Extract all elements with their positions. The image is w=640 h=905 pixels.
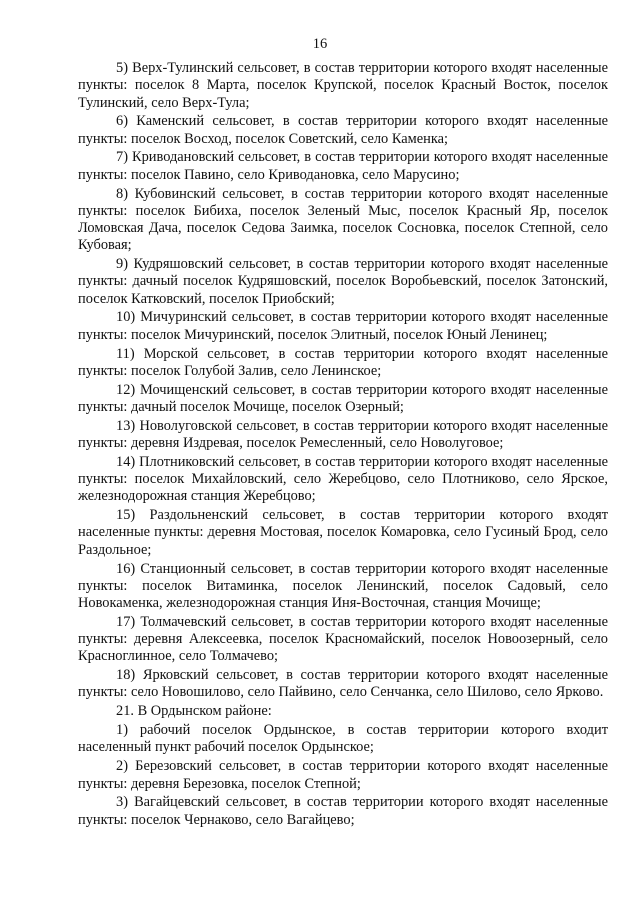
- paragraph: 14) Плотниковский сельсовет, в состав территории которого входят населенные пункты: поселок Михайловский, село Жеребцово, село Плотниково, село Ярское, железнодорожная станция Жеребцово;: [78, 453, 608, 505]
- page-number: 16: [312, 36, 328, 52]
- paragraph: 3) Вагайцевский сельсовет, в состав территории которого входят населенные пункты: поселок Чернаково, село Вагайцево;: [78, 794, 608, 828]
- paragraph: 6) Каменский сельсовет, в состав территории которого входят населенные пункты: поселок Восход, поселок Советский, село Каменка;: [78, 113, 608, 147]
- paragraph: 11) Морской сельсовет, в состав территории которого входят населенные пункты: поселок Голубой Залив, село Ленинское;: [78, 345, 608, 379]
- paragraph: 17) Толмачевский сельсовет, в состав территории которого входят населенные пункты: деревня Алексеевка, поселок Красномайский, поселок Новоозерный, село Красноглинное, село Толмачево;: [78, 613, 608, 665]
- paragraph: 7) Криводановский сельсовет, в состав территории которого входят населенные пункты: поселок Павино, село Криводановка, село Марусино;: [78, 149, 608, 183]
- document-body: [78, 60, 608, 830]
- paragraph: 2) Березовский сельсовет, в состав территории которого входят населенные пункты: деревня Березовка, поселок Степной;: [78, 758, 608, 792]
- paragraph: 5) Верх-Тулинский сельсовет, в состав территории которого входят населенные пункты: поселок 8 Марта, поселок Крупской, поселок Красный Восток, поселок Тулинский, село Верх-Тула;: [78, 60, 608, 111]
- paragraph: 18) Ярковский сельсовет, в состав территории которого входят населенные пункты: село Новошилово, село Пайвино, село Сенчанка, село Шилово, село Ярково.: [78, 667, 608, 701]
- paragraph: 12) Мочищенский сельсовет, в состав территории которого входят населенные пункты: дачный поселок Мочище, поселок Озерный;: [78, 381, 608, 415]
- paragraph: 1) рабочий поселок Ордынское, в состав территории которого входит населенный пункт рабочий поселок Ордынское;: [78, 722, 608, 756]
- paragraph: 13) Новолуговской сельсовет, в состав территории которого входят населенные пункты: деревня Издревая, поселок Ремесленный, село Новолуговое;: [78, 417, 608, 451]
- paragraph: 15) Раздольненский сельсовет, в состав территории которого входят населенные пункты: деревня Мостовая, поселок Комаровка, село Гусиный Брод, село Раздольное;: [78, 507, 608, 558]
- paragraph: 9) Кудряшовский сельсовет, в состав территории которого входят населенные пункты: дачный поселок Кудряшовский, поселок Воробьевский, поселок Затонский, поселок Катковский, поселок Приобский;: [78, 256, 608, 307]
- paragraph: 16) Станционный сельсовет, в состав территории которого входят населенные пункты: поселок Витаминка, поселок Ленинский, поселок Садовый, село Новокаменка, железнодорожная станция Иня-Восточная, станция Мочище;: [78, 560, 608, 612]
- section-heading: 21. В Ордынском районе:: [116, 703, 272, 720]
- paragraph: 8) Кубовинский сельсовет, в состав территории которого входят населенные пункты: поселок Бибиха, поселок Зеленый Мыс, поселок Красный Яр, поселок Ломовская Дача, поселок Седова Заимка, поселок Сосновка, поселок Степной, село Кубовая;: [78, 185, 608, 254]
- paragraph: 10) Мичуринский сельсовет, в состав территории которого входят населенные пункты: поселок Мичуринский, поселок Элитный, поселок Юный Ленинец;: [78, 309, 608, 343]
